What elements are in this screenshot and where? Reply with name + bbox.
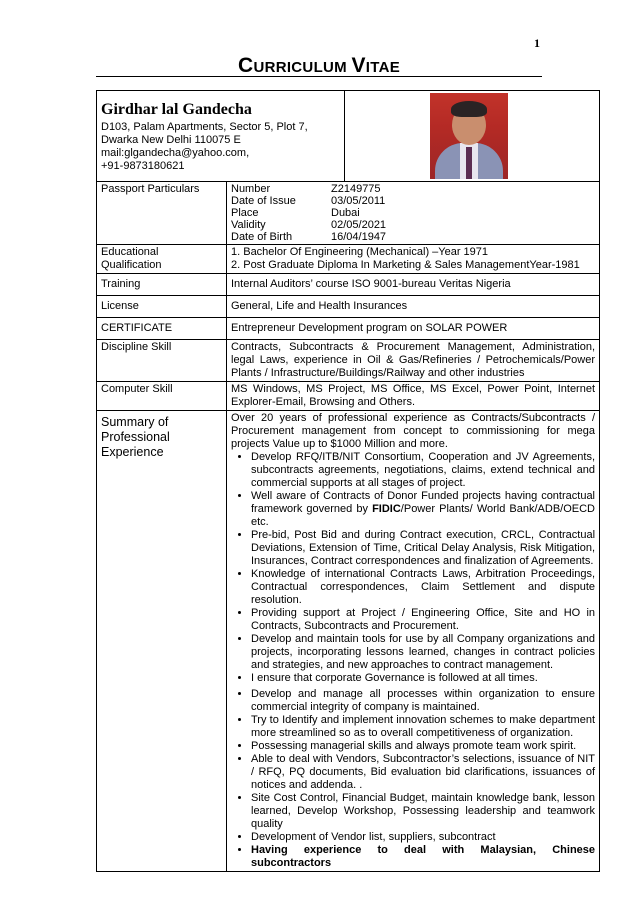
certificate-row [97,318,600,340]
list-item: • Develop RFQ/ITB/NIT Consortium, Cooperation and JV Agreements, subcontracts agreements, negotiations, claims, extend technical and commercial supports at all stages of project. [251,451,595,490]
list-item: • Development of Vendor list, suppliers, subcontract [251,831,595,844]
summary-intro: Over 20 years of professional experience as Contracts/Subcontracts / Procurement management from concept to commissioning for mega projects Value up to $1000 Million and more. [231,412,596,450]
experience-list [231,451,595,870]
discipline-row [97,340,600,382]
profile-photo [430,93,508,179]
discipline-details: Contracts, Subcontracts & Procurement Management, Administration, legal Laws, experience in Oil & Gas/Refineries / Petrochemicals/Power Plants / Infrastructure/Buildings/Railway and other industries [227,340,600,382]
row-label: Computer Skill [97,382,227,411]
passport-details: Number Z2149775 Date of Issue 03/05/2011 Place Dubai Validity 02/05/2021 Date of Birth 16/04/1947 [227,182,600,245]
list-item: • Knowledge of international Contracts Laws, Arbitration Proceedings, Contractual correspondences, Claim Settlement and dispute resolution. [251,568,595,607]
training-row [97,274,600,296]
certificate-details: Entrepreneur Development program on SOLAR POWER [227,318,600,340]
header-row [97,91,600,182]
photo-cell [345,91,600,182]
phone-line: +91-9873180621 [101,160,185,172]
license-details: General, Life and Health Insurances [227,296,600,318]
row-label: Summary of Professional Experience [97,411,227,872]
title-rule [96,76,542,77]
list-item: • Well aware of Contracts of Donor Funded projects having contractual framework governed by FIDIC/Power Plants/ World Bank/ADB/OECD etc. [251,490,595,529]
list-item: • Having experience to deal with Malaysian, Chinese subcontractors [251,844,595,870]
page-number: 1 [534,36,540,50]
list-item: • I ensure that corporate Governance is followed at all times. [251,672,595,685]
row-label: Educational Qualification [97,245,227,274]
email-line: mail:glgandecha@yahoo.com, [101,147,250,159]
passport-row [97,182,600,245]
license-row [97,296,600,318]
list-item: • Providing support at Project / Engineering Office, Site and HO in Contracts, Subcontracts and Procurement. [251,607,595,633]
address-block [101,121,340,173]
contact-cell [97,91,345,182]
training-details: Internal Auditors’ course ISO 9001-bureau Veritas Nigeria [227,274,600,296]
list-item: • Site Cost Control, Financial Budget, maintain knowledge bank, lesson learned, Develop Workshop, Possessing leadership and teamwork quality [251,792,595,831]
row-label: License [97,296,227,318]
row-label: CERTIFICATE [97,318,227,340]
page-title: CURRICULUM VITAE [237,54,401,77]
cv-table [96,90,600,872]
list-item: • Try to Identify and implement innovation schemes to make department more streamlined so as to overall competitiveness of organization. [251,714,595,740]
row-label: Discipline Skill [97,340,227,382]
list-item: • Pre-bid, Post Bid and during Contract execution, CRCL, Contractual Deviations, Extension of Time, Critical Delay Analysis, Risk Mitigation, Insurances, Contract correspondences and finalization of Agreements. [251,529,595,568]
summary-details [227,411,600,872]
address-line: D103, Palam Apartments, Sector 5, Plot 7, [101,121,308,133]
education-details: 1. Bachelor Of Engineering (Mechanical) –Year 1971 2. Post Graduate Diploma In Marketing & Sales ManagementYear-1981 [227,245,600,274]
row-label: Training [97,274,227,296]
computer-details: MS Windows, MS Project, MS Office, MS Excel, Power Point, Internet Explorer-Email, Browsing and Others. [227,382,600,411]
list-item: • Develop and maintain tools for use by all Company organizations and projects, incorporating lessons learned, changes in contract policies and strategies, and new approaches to contract management. [251,633,595,672]
computer-row [97,382,600,411]
list-item: • Able to deal with Vendors, Subcontractor’s selections, issuance of NIT / RFQ, PQ documents, Bid evaluation bid clarifications, issuances of notices and addenda. . [251,753,595,792]
row-label: Passport Particulars [97,182,227,245]
list-item: • Possessing managerial skills and always promote team work spirit. [251,740,595,753]
address-line: Dwarka New Delhi 110075 E [101,134,241,146]
summary-row [97,411,600,872]
list-item: • Develop and manage all processes within organization to ensure commercial integrity of company is maintained. [251,688,595,714]
candidate-name: Girdhar lal Gandecha [101,101,252,118]
education-row [97,245,600,274]
